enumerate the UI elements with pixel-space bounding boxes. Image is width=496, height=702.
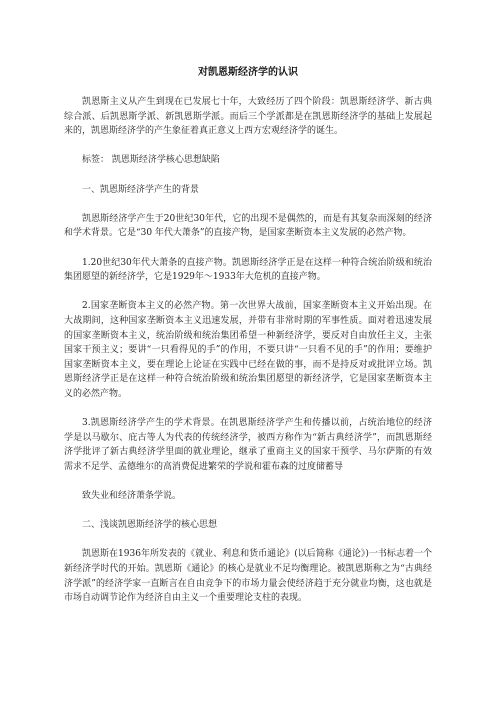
point-3-continuation: 致失业和经济萧条学说。 [82, 491, 182, 502]
intro-paragraph: 凯恩斯主义从产生到现在已发展七十年，大致经历了四个阶段：凯恩斯经济学、新古典综合派、后凯恩斯学派、新凯恩斯学派。而后三个学派都是在凯恩斯经济学的基础上发展起来的，凯恩斯经济学的产生象征着真正意义上西方宏观经济学的诞生。 [64, 97, 432, 137]
point-2-paragraph: 2.国家垄断资本主义的必然产物。第一次世界大战前，国家垄断资本主义开始出现。在大战期间，这种国家垄断资本主义迅速发展，并带有非常时期的军事性质。面对着迅速发展的国家垄断资本主义，统治阶级和统治集团希望一种新经济学，要反对自由放任主义，主张国家干预主义；要讲“一只看得见的手”的作用，不要只讲“一只看不见的手”的作用；要维护国家垄断资本主义，要在理论上论证在实践中已经在做的事，而不是持反对或批评立场。凯恩斯经济学正是在这样一种符合统治阶级和统治集团愿望的新经济学，它是国家垄断资本主义的必然产物。 [64, 301, 432, 399]
point-1-paragraph: 1.20世纪30年代大萧条的直接产物。凯恩斯经济学正是在这样一种符合统治阶级和统治集团愿望的新经济学，它是1929年～1933年大危机的直接产物。 [64, 257, 432, 283]
background-paragraph: 凯恩斯经济学产生于20世纪30年代，它的出现不是偶然的，而是有其复杂而深刻的经济和学术背景。它是“30 年代大萧条”的直接产物，是国家垄断资本主义发展的必然产物。 [64, 213, 432, 239]
section-heading-background: 一、凯恩斯经济学产生的背景 [82, 184, 200, 195]
core-ideas-paragraph: 凯恩斯在1936年所发表的《就业、利息和货币通论》(以后简称《通论》)一书标志着一个新经济学时代的开始。凯恩斯《通论》的核心是就业不足均衡理论。被凯恩斯称之为“古典经济学派”的经济学家一直断言在自由竞争下的市场力量会使经济趋于充分就业均衡，这也就是市场自动调节论作为经济自由主义一个重要理论支柱的表现。 [64, 549, 432, 604]
tags-line: 标签： 凯恩斯经济学核心思想缺陷 [82, 155, 220, 166]
point-3-paragraph: 3.凯恩斯经济学产生的学术背景。在凯恩斯经济学产生和传播以前，占统治地位的经济学是以马歇尔、庇古等人为代表的传统经济学，被西方称作为“新古典经济学”，而凯恩斯经济学批评了新古典经济学里面的就业理论，继承了重商主义的国家干预学、马尔萨斯的有效需求不足学、孟德维尔的高消费促进繁荣的学说和霍布森的过度储蓄导 [64, 418, 432, 472]
section-heading-core-ideas: 二、浅谈凯恩斯经济学的核心思想 [82, 520, 218, 531]
document-title: 对凯恩斯经济学的认识 [198, 67, 298, 78]
